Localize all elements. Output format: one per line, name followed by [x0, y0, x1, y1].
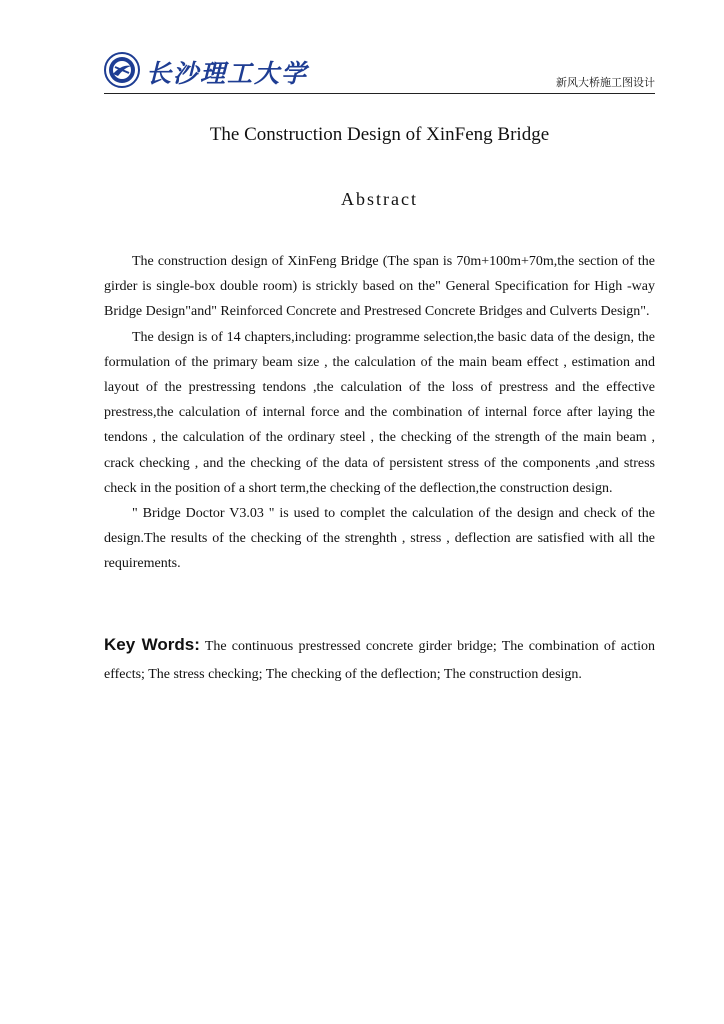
- keywords-label: Key Words:: [104, 635, 200, 654]
- abstract-paragraph: The construction design of XinFeng Bridge (The span is 70m+100m+70m,the section of the girder is single-box double room) is strickly based on the" General Specification for High -way Bridge Design"and" Reinforced Concrete and Prestresed Concrete Bridges and Culverts Design".: [104, 254, 655, 320]
- page-title: The Construction Design of XinFeng Bridge: [209, 124, 550, 145]
- keywords-section: [104, 631, 655, 689]
- document-tag: 新风大桥施工图设计: [556, 76, 655, 89]
- university-name: 长沙理工大学: [146, 59, 309, 88]
- university-logo-icon: [104, 52, 140, 88]
- keywords-text: The continuous prestressed concrete girder bridge; The combination of action effects; The stress checking; The checking of the deflection; The construction design.: [104, 639, 655, 682]
- abstract-paragraph: The design is of 14 chapters,including: programme selection,the basic data of the design, the formulation of the primary beam size , the calculation of the main beam effect , estimation and layout of the prestressing tendons ,the calculation of the loss of prestress and the effective prestress,the calculation of internal force and the combination of internal force after laying the tendons , the calculation of the ordinary steel , the checking of the strength of the main beam , crack checking , and the checking of the data of persistent stress of the components ,and stress check in the position of a short term,the checking of the deflection,the construction design.: [104, 329, 655, 496]
- abstract-heading: Abstract: [341, 189, 418, 209]
- abstract-paragraph: " Bridge Doctor V3.03 " is used to complet the calculation of the design and check of the design.The results of the checking of the strenghth , stress , deflection are satisfied with all the requirements.: [104, 506, 655, 572]
- page-header: [104, 50, 655, 94]
- abstract-body: [104, 249, 655, 577]
